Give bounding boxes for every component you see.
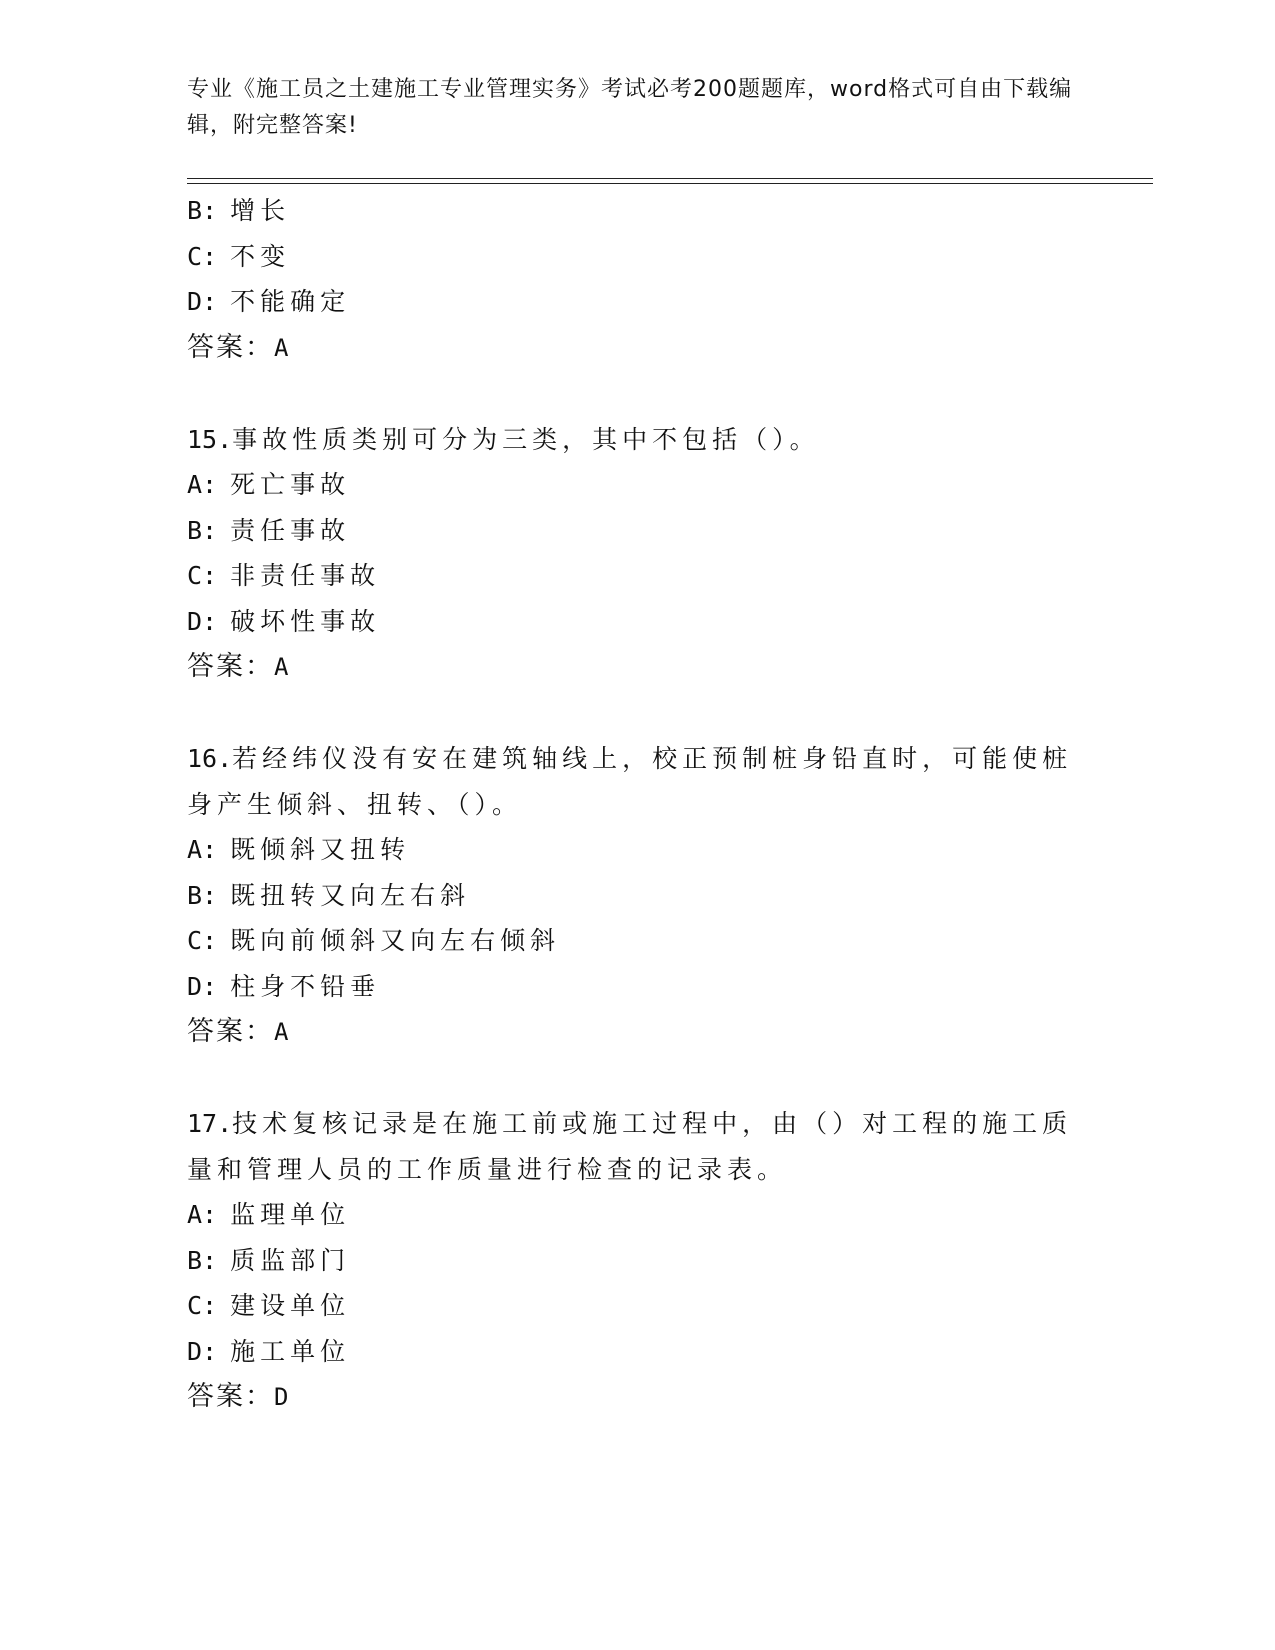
- option-line: [187, 1329, 1087, 1375]
- question-number: 17.: [187, 1109, 233, 1138]
- block-spacer: [187, 691, 1087, 737]
- answer-label: 答案：: [187, 1016, 274, 1047]
- question-body: 事故性质类别可分为三类，其中不包括（）。: [232, 424, 820, 454]
- option-prefix: D:: [187, 1336, 218, 1366]
- option-prefix: B:: [187, 515, 218, 545]
- option-line: [187, 553, 1087, 599]
- option-prefix: B:: [187, 880, 218, 910]
- question-text: [187, 736, 1077, 827]
- option-prefix: B:: [187, 196, 218, 225]
- answer-label: 答案：: [187, 1381, 274, 1412]
- option-text: 破坏性事故: [230, 606, 381, 636]
- header-divider-top: [187, 178, 1153, 179]
- option-line: [187, 964, 1087, 1010]
- answer-value: D: [274, 1383, 289, 1411]
- answer-value: A: [274, 653, 289, 681]
- option-prefix: C:: [187, 241, 218, 271]
- question-block: [187, 188, 1087, 371]
- option-line: [187, 918, 1087, 964]
- question-number: 16.: [187, 744, 233, 773]
- option-prefix: A:: [187, 470, 218, 499]
- option-text: 施工单位: [230, 1336, 351, 1366]
- option-prefix: A:: [187, 1200, 218, 1229]
- question-body: 技术复核记录是在施工前或施工过程中，由（）对工程的施工质量和管理人员的工作质量进行检查的记录表。: [187, 1109, 1073, 1184]
- option-prefix: C:: [187, 1291, 218, 1320]
- answer-value: A: [274, 333, 289, 362]
- question-text: [187, 1101, 1077, 1192]
- option-text: 死亡事故: [230, 470, 351, 499]
- question-block: [187, 736, 1087, 1056]
- option-text: 既向前倾斜又向左右倾斜: [230, 926, 561, 955]
- option-text: 增长: [230, 196, 291, 225]
- option-text: 不变: [230, 241, 291, 271]
- option-text: 建设单位: [230, 1291, 351, 1320]
- option-prefix: D:: [187, 606, 218, 636]
- question-body: 若经纬仪没有安在建筑轴线上，校正预制桩身铅直时，可能使桩身产生倾斜、扭转、（）。: [187, 744, 1073, 819]
- header-divider-bottom: [187, 183, 1153, 184]
- option-prefix: A:: [187, 835, 218, 864]
- question-text: [187, 417, 1077, 463]
- answer-value: A: [274, 1018, 289, 1046]
- option-line: [187, 234, 1087, 280]
- option-prefix: B:: [187, 1245, 218, 1275]
- answer-line: [187, 644, 1087, 691]
- option-line: [187, 279, 1087, 325]
- document-header: 专业《施工员之土建施工专业管理实务》考试必考200题题库，word格式可自由下载编辑，附完整答案!: [187, 77, 1073, 138]
- option-prefix: D:: [187, 971, 218, 1001]
- answer-label: 答案：: [187, 331, 274, 363]
- option-line: [187, 873, 1087, 919]
- option-text: 监理单位: [230, 1200, 351, 1229]
- option-line: [187, 462, 1087, 508]
- option-text: 责任事故: [230, 515, 351, 545]
- option-text: 既倾斜又扭转: [230, 835, 411, 864]
- option-line: [187, 827, 1087, 873]
- option-text: 不能确定: [230, 287, 351, 316]
- option-text: 非责任事故: [230, 561, 381, 590]
- answer-line: [187, 325, 1087, 372]
- option-prefix: C:: [187, 926, 218, 955]
- option-text: 质监部门: [230, 1245, 351, 1275]
- option-prefix: D:: [187, 287, 218, 316]
- option-line: [187, 599, 1087, 645]
- option-line: [187, 1192, 1087, 1238]
- option-line: [187, 1283, 1087, 1329]
- question-list: [187, 188, 1087, 1421]
- option-text: 既扭转又向左右斜: [230, 880, 471, 910]
- answer-line: [187, 1009, 1087, 1056]
- block-spacer: [187, 1056, 1087, 1102]
- option-line: [187, 508, 1087, 554]
- block-spacer: [187, 371, 1087, 417]
- answer-label: 答案：: [187, 651, 274, 682]
- answer-line: [187, 1374, 1087, 1421]
- question-block: [187, 417, 1087, 691]
- question-number: 15.: [187, 424, 233, 454]
- option-prefix: C:: [187, 561, 218, 590]
- option-text: 柱身不铅垂: [230, 971, 381, 1001]
- option-line: [187, 188, 1087, 234]
- question-block: [187, 1101, 1087, 1421]
- option-line: [187, 1238, 1087, 1284]
